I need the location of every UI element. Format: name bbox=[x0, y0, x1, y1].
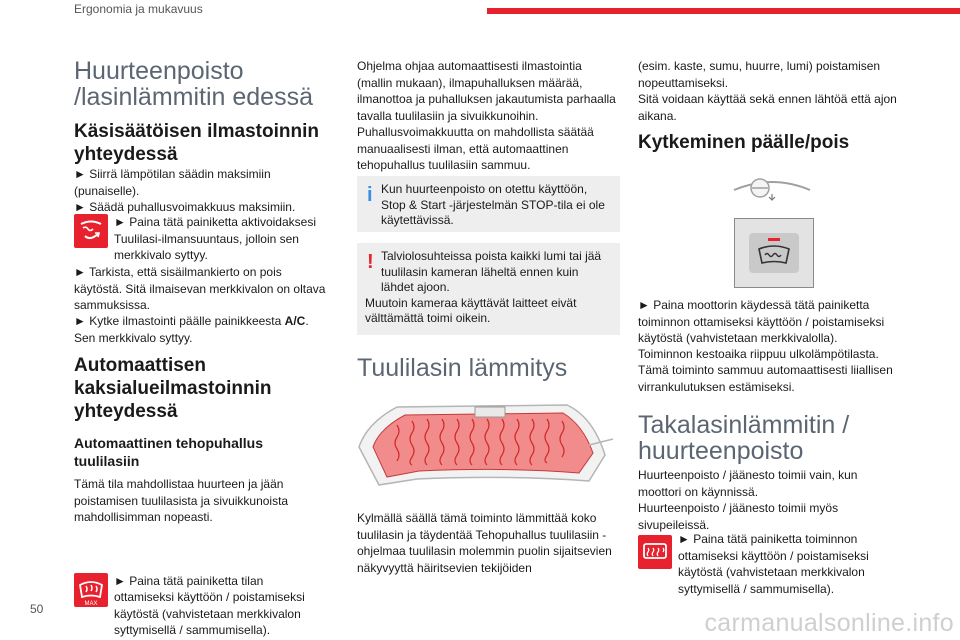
warning-text: Talviolosuhteissa poista kaikki lumi tai jää tuulilasin kameran läheltä ennen kuin lähdet ajoon. bbox=[381, 249, 602, 294]
heating-continued: (esim. kaste, sumu, huurre, lumi) poistamisen nopeuttamiseksi. bbox=[638, 59, 881, 90]
warning-text-2: Muutoin kameraa käyttävät laitteet eivät välttämättä toimi oikein. bbox=[365, 295, 577, 325]
section-title-front-defrost: Huurteenpoisto /lasinlämmitin edessä bbox=[74, 57, 313, 111]
info-icon: i bbox=[367, 184, 373, 206]
windscreen-heating-description: Kylmällä säällä tämä toiminto lämmittää koko tuulilasin ja täydentää Tehopuhallus tuulilasiin -ohjelmaa tuulilasin molemmin puolin sijaitsevien näkyvyyttä häiritsevien tekijöiden bbox=[357, 511, 612, 575]
auto-off-note: Tämä toiminto sammuu automaattisesti liiallisen virrankulutuksen estämiseksi. bbox=[638, 363, 893, 394]
manual-ac-heading: Käsisäätöisen ilmastoinnin yhteydessä bbox=[74, 121, 319, 165]
on-off-heading: Kytkeminen päälle/pois bbox=[638, 132, 850, 153]
heated-windscreen-illustration bbox=[357, 395, 619, 495]
info-text: Kun huurteenpoisto on otettu käyttöön, Stop & Start -järjestelmän STOP-tila ei ole käytettävissä. bbox=[381, 182, 605, 227]
manual-step-5: ► Kytke ilmastointi päälle painikkeesta A/C. Sen merkkivalo syttyy. bbox=[74, 314, 309, 345]
warning-icon: ! bbox=[367, 251, 374, 273]
duration-note: Toiminnon kestoaika riippuu ulkolämpötilasta. bbox=[638, 347, 879, 361]
rear-window-defrost-icon bbox=[638, 535, 672, 569]
rear-defrost-mirrors: Huurteenpoisto / jäänesto toimii myös sivupeileissä. bbox=[638, 501, 839, 532]
auto-description: Tämä tila mahdollistaa huurteen ja jään poistamisen tuulilasista ja sivuikkunoista mahdollisimman nopeasti. bbox=[74, 477, 289, 524]
manual-step-1: ► Siirrä lämpötilan säädin maksimiin (punaiselle). bbox=[74, 167, 271, 198]
auto-max-defrost-subheading: Automaattinen tehopuhallus tuulilasiin bbox=[74, 435, 263, 469]
warning-box bbox=[357, 243, 620, 335]
rear-defrost-step: ► Paina tätä painiketta toiminnon ottamiseksi käyttöön / poistamiseksi käytöstä (vahvistetaan merkkivalon syttymisellä / sammumisella). bbox=[638, 531, 900, 597]
column-3 bbox=[638, 0, 900, 596]
section-title-rear-defrost: Takalasinlämmitin / huurteenpoisto bbox=[638, 411, 850, 465]
auto-climate-heading: Automaattisen kaksialueilmastoinnin yhteydessä bbox=[74, 355, 272, 422]
watermark: carmanualsonline.info bbox=[704, 609, 954, 637]
dashboard-location-icon bbox=[732, 172, 812, 209]
windscreen-airflow-icon bbox=[74, 214, 108, 248]
auto-step: MAX ► Paina tätä painiketta tilan ottamiseksi käyttöön / poistamiseksi käytöstä (vahvistetaan merkkivalon syttymisellä / sammumisella). bbox=[74, 573, 326, 639]
manual-step-2: ► Säädä puhallusvoimakkuus maksimiin. bbox=[74, 200, 296, 214]
max-windscreen-defrost-icon bbox=[74, 573, 108, 607]
page-number: 50 bbox=[30, 602, 44, 616]
on-off-step: ► Paina moottorin käydessä tätä painiketta toiminnon ottamiseksi käyttöön / poistamiseksi käytöstä (vahvistetaan merkkivalolla). bbox=[638, 298, 885, 345]
column-1 bbox=[74, 0, 329, 637]
heated-windscreen-button[interactable] bbox=[734, 218, 814, 288]
manual-step-4: ► Tarkista, että sisäilmankierto on pois käytöstä. Sitä ilmaisevan merkkivalon on oltava sammuksissa. bbox=[74, 265, 326, 312]
manual-step-3: ► Paina tätä painiketta aktivoidaksesi Tuulilasi-ilmansuuntaus, jolloin sen merkkivalo syttyy. bbox=[74, 214, 326, 264]
program-description: Ohjelma ohjaa automaattisesti ilmastointia (mallin mukaan), ilmapuhalluksen määrää, ilmanottoa ja puhalluksen jakautumista parhaalla tavalla tuulilasiin ja sivuikkunoihin. Puhallusvoimakkuutta on mahdollista säätää manuaalisesti ilman, että automaattinen tehopuhallus tuulilasiin sammuu. bbox=[357, 59, 616, 172]
running-header: Ergonomia ja mukavuus bbox=[74, 2, 203, 16]
rear-defrost-condition: Huurteenpoisto / jäänesto toimii vain, kun moottori on käynnissä. bbox=[638, 468, 858, 499]
info-box bbox=[357, 176, 620, 232]
svg-text:MAX: MAX bbox=[84, 600, 98, 607]
heating-usage: Sitä voidaan käyttää sekä ennen lähtöä että ajon aikana. bbox=[638, 92, 897, 123]
heated-windscreen-icon bbox=[749, 233, 799, 273]
section-title-windscreen-heating: Tuulilasin lämmitys bbox=[357, 354, 568, 382]
